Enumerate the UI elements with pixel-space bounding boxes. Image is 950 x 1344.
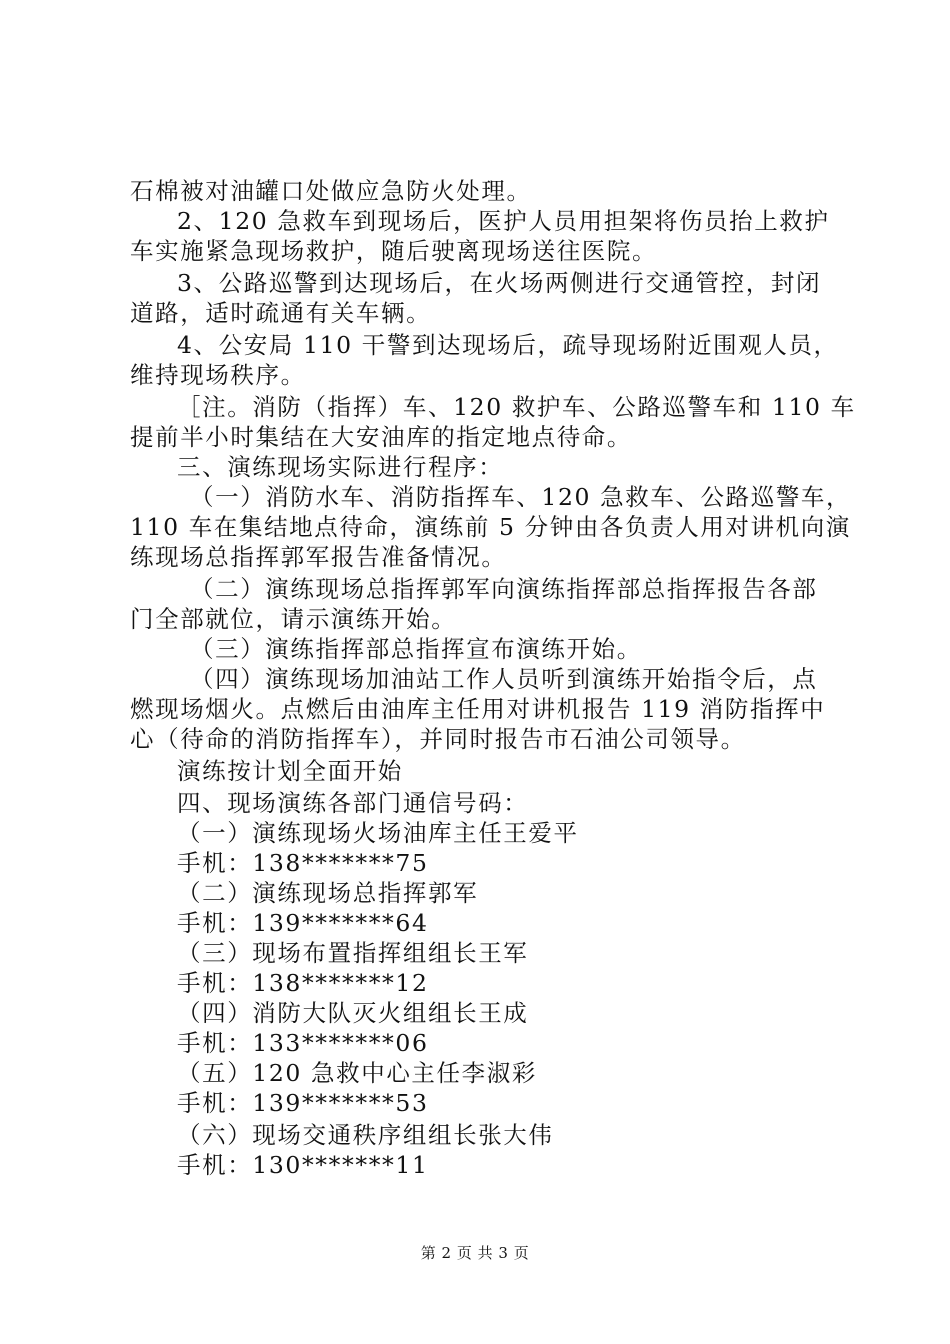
body-line: 门全部就位，请示演练开始。 [130, 605, 457, 633]
body-line: 110 车在集结地点待命，演练前 5 分钟由各负责人用对讲机向演 [130, 513, 851, 541]
contact-phone: 手机：138*******12 [177, 969, 429, 997]
body-line: 2、120 急救车到现场后，医护人员用担架将伤员抬上救护 [177, 207, 830, 235]
page-footer: 第 2 页 共 3 页 [420, 1244, 530, 1262]
body-line: （一）消防水车、消防指挥车、120 急救车、公路巡警车， [190, 483, 852, 511]
contact-item: （六）现场交通秩序组组长张大伟 [177, 1121, 554, 1149]
body-line: 燃现场烟火。点燃后由油库主任用对讲机报告 119 消防指挥中 [130, 695, 826, 723]
contact-item: （四）消防大队灭火组组长王成 [177, 999, 529, 1027]
section-heading: 三、演练现场实际进行程序： [177, 453, 504, 481]
body-line: 练现场总指挥郭军报告准备情况。 [130, 543, 507, 571]
contact-phone: 手机：139*******53 [177, 1089, 429, 1117]
contact-phone: 手机：139*******64 [177, 909, 429, 937]
body-line: （三）演练指挥部总指挥宣布演练开始。 [190, 635, 642, 663]
body-line: 演练按计划全面开始 [177, 757, 403, 785]
body-line: 4、公安局 110 干警到达现场后，疏导现场附近围观人员， [177, 331, 839, 359]
contact-item: （五）120 急救中心主任李淑彩 [177, 1059, 537, 1087]
body-line: 石棉被对油罐口处做应急防火处理。 [130, 177, 532, 205]
contact-phone: 手机：130*******11 [177, 1151, 429, 1179]
body-line: （四）演练现场加油站工作人员听到演练开始指令后，点 [190, 665, 818, 693]
body-line: ［注。消防（指挥）车、120 救护车、公路巡警车和 110 车 [177, 393, 856, 421]
contact-item: （一）演练现场火场油库主任王爱平 [177, 819, 579, 847]
body-line: 车实施紧急现场救护，随后驶离现场送往医院。 [130, 237, 658, 265]
body-line: 维持现场秩序。 [130, 361, 306, 389]
contact-phone: 手机：133*******06 [177, 1029, 429, 1057]
section-heading: 四、现场演练各部门通信号码： [177, 789, 529, 817]
body-line: 3、公路巡警到达现场后，在火场两侧进行交通管控，封闭 [177, 269, 822, 297]
contact-item: （三）现场布置指挥组组长王军 [177, 939, 529, 967]
contact-phone: 手机：138*******75 [177, 849, 429, 877]
contact-item: （二）演练现场总指挥郭军 [177, 879, 479, 907]
body-line: 提前半小时集结在大安油库的指定地点待命。 [130, 423, 632, 451]
body-line: 心（待命的消防指挥车），并同时报告市石油公司领导。 [130, 725, 746, 753]
body-line: （二）演练现场总指挥郭军向演练指挥部总指挥报告各部 [190, 575, 818, 603]
body-line: 道路，适时疏通有关车辆。 [130, 299, 432, 327]
